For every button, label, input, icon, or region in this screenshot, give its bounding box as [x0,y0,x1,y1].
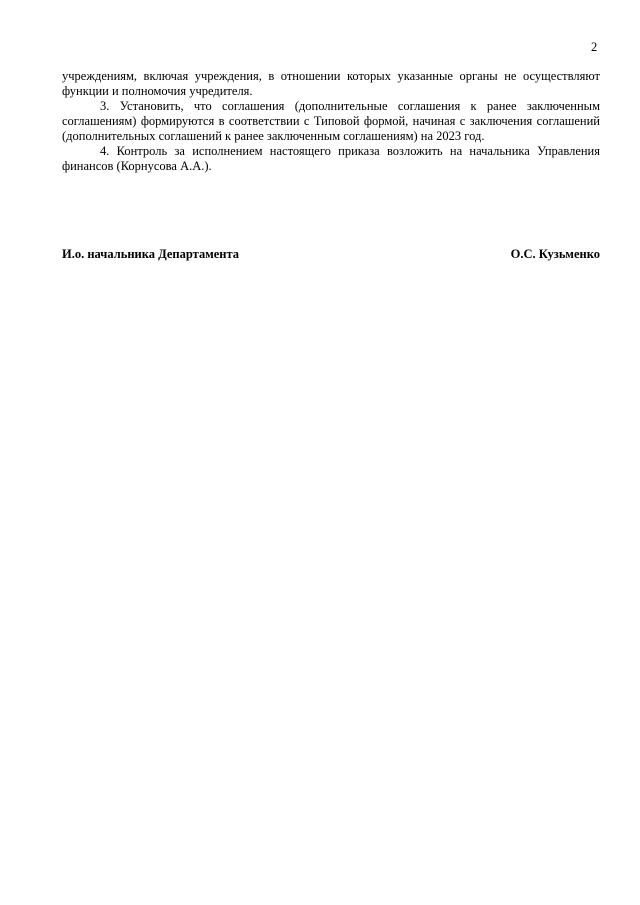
paragraph-item-3: 3. Установить, что соглашения (дополнительные соглашения к ранее заключенным соглашениям) формируются в соответствии с Типовой формой, начиная с заключения соглашений (дополнительных соглашений к ранее заключенным соглашениям) на 2023 год. [62,99,600,143]
paragraph-item-4: 4. Контроль за исполнением настоящего приказа возложить на начальника Управления финансов (Корнусова А.А.). [62,144,600,173]
document-body [62,69,600,174]
signatory-name: О.С. Кузьменко [510,247,600,261]
signature-block [62,247,600,262]
page-number: 2 [591,40,598,54]
signatory-position: И.о. начальника Департамента [62,247,240,261]
paragraph-continuation: учреждениям, включая учреждения, в отношении которых указанные органы не осуществляют функции и полномочия учредителя. [62,69,600,98]
